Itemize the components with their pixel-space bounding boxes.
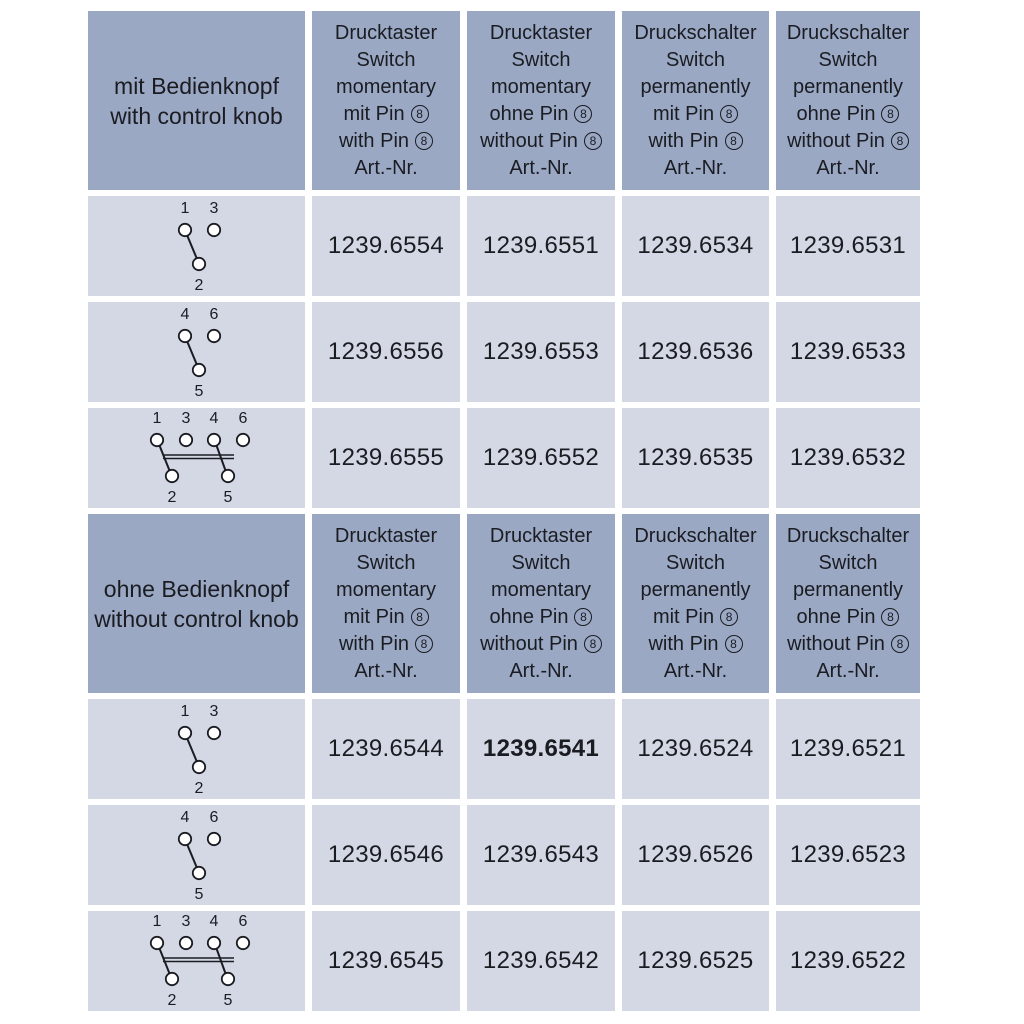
circled-8-pin-icon: 8 — [415, 635, 433, 653]
art-nr-value: 1239.6551 — [467, 196, 615, 296]
column-header-line: Switch — [818, 551, 878, 574]
pin-label: 2 — [194, 780, 204, 797]
column-header-pin-line — [490, 101, 593, 128]
pin-label: 1 — [152, 410, 162, 427]
circuit-diagram-svg — [88, 805, 305, 905]
art-nr-label: Art.-Nr. — [663, 659, 728, 682]
column-header — [467, 514, 615, 693]
pin-label: 2 — [167, 992, 177, 1009]
pin-label: 3 — [181, 410, 191, 427]
circuit-diagram-cell — [88, 408, 305, 508]
pin-terminal — [179, 833, 191, 845]
pin-terminal — [208, 833, 220, 845]
pin-terminal — [179, 224, 191, 236]
pin-terminal — [222, 470, 234, 482]
column-header-line: Switch — [818, 48, 878, 71]
pin-text-en: without Pin — [787, 129, 885, 152]
column-header-line: Switch — [666, 551, 725, 574]
column-header-pin-line — [490, 604, 593, 631]
column-header-line: Drucktaster — [334, 524, 438, 547]
circuit-diagram-svg — [88, 699, 305, 799]
column-header-pin-line — [797, 604, 900, 631]
column-header-pin-line — [339, 631, 433, 658]
art-nr-value: 1239.6545 — [312, 911, 460, 1011]
circled-8-pin-icon: 8 — [720, 105, 738, 123]
pin-terminal — [166, 470, 178, 482]
pin-text-de: mit Pin — [652, 605, 715, 628]
circuit-diagram-cell — [88, 196, 305, 296]
column-header-line: momentary — [335, 75, 437, 98]
circled-8-pin-icon: 8 — [891, 132, 909, 150]
pin-text-en: without Pin — [480, 632, 578, 655]
pin-terminal — [180, 937, 192, 949]
art-nr-value: 1239.6525 — [622, 911, 769, 1011]
circuit-diagram-cell — [88, 911, 305, 1011]
column-header — [622, 11, 769, 190]
pin-text-en: with Pin — [338, 632, 410, 655]
column-header — [776, 514, 920, 693]
pin-terminal — [237, 434, 249, 446]
pin-text-en: with Pin — [338, 129, 410, 152]
pin-text-de: mit Pin — [652, 102, 715, 125]
column-header-line: Drucktaster — [489, 524, 593, 547]
art-nr-value: 1239.6522 — [776, 911, 920, 1011]
circuit-diagram-cell — [88, 805, 305, 905]
art-nr-value: 1239.6535 — [622, 408, 769, 508]
pin-label: 6 — [238, 913, 248, 930]
circled-8-pin-icon: 8 — [881, 105, 899, 123]
row-group-label-de: mit Bedienknopf — [114, 72, 279, 99]
pin-text-en: without Pin — [787, 632, 885, 655]
column-header-line: Druckschalter — [786, 524, 910, 547]
circled-8-pin-icon: 8 — [584, 132, 602, 150]
art-nr-value: 1239.6542 — [467, 911, 615, 1011]
column-header-pin-line — [648, 631, 742, 658]
pin-text-en: with Pin — [648, 632, 719, 655]
circled-8-pin-icon: 8 — [574, 105, 592, 123]
circled-8-pin-icon: 8 — [725, 132, 743, 150]
row-group-label-en: without control knob — [94, 605, 299, 632]
pin-label: 6 — [209, 809, 219, 826]
art-nr-value: 1239.6521 — [776, 699, 920, 799]
circled-8-pin-icon: 8 — [584, 635, 602, 653]
pin-terminal — [208, 727, 220, 739]
column-header — [467, 11, 615, 190]
art-nr-label: Art.-Nr. — [354, 659, 418, 682]
art-nr-label: Art.-Nr. — [816, 659, 880, 682]
art-nr-value: 1239.6546 — [312, 805, 460, 905]
circled-8-pin-icon: 8 — [720, 608, 738, 626]
art-nr-label: Art.-Nr. — [816, 156, 880, 179]
row-group-label — [88, 514, 305, 693]
pin-label: 4 — [209, 913, 219, 930]
art-nr-label: Art.-Nr. — [509, 156, 573, 179]
column-header-pin-line — [787, 128, 909, 155]
pin-text-de: mit Pin — [343, 102, 405, 125]
pin-text-de: ohne Pin — [796, 102, 876, 125]
lever-line — [187, 844, 197, 868]
lever-line — [187, 235, 197, 259]
art-nr-value: 1239.6553 — [467, 302, 615, 402]
column-header-line: momentary — [335, 578, 437, 601]
pin-text-de: ohne Pin — [489, 102, 569, 125]
pin-terminal — [180, 434, 192, 446]
art-nr-value: 1239.6533 — [776, 302, 920, 402]
column-header-line: Druckschalter — [634, 524, 757, 547]
column-header-line: permanently — [792, 578, 904, 601]
pin-terminal — [151, 434, 163, 446]
pin-terminal — [208, 434, 220, 446]
art-nr-value: 1239.6544 — [312, 699, 460, 799]
column-header-pin-line — [343, 604, 428, 631]
art-nr-value: 1239.6552 — [467, 408, 615, 508]
column-header-line: Switch — [666, 48, 725, 71]
circled-8-pin-icon: 8 — [415, 132, 433, 150]
art-nr-value: 1239.6541 — [467, 699, 615, 799]
pin-label: 3 — [209, 200, 219, 217]
circled-8-pin-icon: 8 — [881, 608, 899, 626]
column-header-line: Switch — [356, 551, 416, 574]
art-nr-value: 1239.6536 — [622, 302, 769, 402]
row-group-label — [88, 11, 305, 190]
column-header-line: permanently — [792, 75, 904, 98]
column-header — [312, 11, 460, 190]
pin-terminal — [193, 867, 205, 879]
pin-label: 1 — [180, 703, 190, 720]
art-nr-value: 1239.6531 — [776, 196, 920, 296]
column-header — [312, 514, 460, 693]
column-header-pin-line — [480, 631, 602, 658]
article-number-tables — [88, 11, 920, 1011]
circuit-diagram-cell — [88, 699, 305, 799]
pin-terminal — [222, 973, 234, 985]
pin-label: 5 — [194, 886, 204, 903]
circuit-diagram-svg — [88, 911, 305, 1011]
column-header-line: Switch — [356, 48, 416, 71]
column-header-line: Drucktaster — [489, 21, 593, 44]
column-header-line: Druckschalter — [634, 21, 757, 44]
pin-terminal — [193, 258, 205, 270]
column-header — [622, 514, 769, 693]
lever-line — [187, 738, 197, 762]
pin-label: 6 — [238, 410, 248, 427]
circled-8-pin-icon: 8 — [411, 608, 429, 626]
column-header-line: permanently — [640, 578, 751, 601]
art-nr-value: 1239.6556 — [312, 302, 460, 402]
circled-8-pin-icon: 8 — [725, 635, 743, 653]
art-nr-value: 1239.6523 — [776, 805, 920, 905]
column-header-line: permanently — [640, 75, 751, 98]
circled-8-pin-icon: 8 — [574, 608, 592, 626]
pin-label: 3 — [209, 703, 219, 720]
column-header-line: momentary — [490, 75, 592, 98]
pin-terminal — [208, 224, 220, 236]
pin-terminal — [193, 364, 205, 376]
art-nr-value: 1239.6526 — [622, 805, 769, 905]
pin-text-en: without Pin — [480, 129, 578, 152]
pin-label: 5 — [223, 992, 233, 1009]
column-header-pin-line — [787, 631, 909, 658]
art-nr-value: 1239.6543 — [467, 805, 615, 905]
pin-label: 4 — [180, 306, 190, 323]
circuit-diagram-svg — [88, 408, 305, 508]
art-nr-label: Art.-Nr. — [663, 156, 728, 179]
pin-label: 1 — [180, 200, 190, 217]
column-header-pin-line — [339, 128, 433, 155]
pin-label: 2 — [194, 277, 204, 294]
pin-label: 5 — [194, 383, 204, 400]
pin-terminal — [151, 937, 163, 949]
pin-label: 4 — [180, 809, 190, 826]
circuit-diagram-cell — [88, 302, 305, 402]
column-header-pin-line — [797, 101, 900, 128]
pin-terminal — [179, 727, 191, 739]
pin-text-de: ohne Pin — [489, 605, 569, 628]
pin-text-de: ohne Pin — [796, 605, 876, 628]
pin-label: 5 — [223, 489, 233, 506]
circled-8-pin-icon: 8 — [411, 105, 429, 123]
art-nr-value: 1239.6534 — [622, 196, 769, 296]
pin-label: 3 — [181, 913, 191, 930]
lever-line — [187, 341, 197, 365]
row-group-label-en: with control knob — [110, 102, 283, 129]
art-nr-label: Art.-Nr. — [354, 156, 418, 179]
column-header-pin-line — [648, 128, 742, 155]
column-header-line: momentary — [490, 578, 592, 601]
pin-label: 4 — [209, 410, 219, 427]
circuit-diagram-svg — [88, 196, 305, 296]
pin-terminal — [179, 330, 191, 342]
pin-terminal — [237, 937, 249, 949]
pin-label: 2 — [167, 489, 177, 506]
circled-8-pin-icon: 8 — [891, 635, 909, 653]
pin-terminal — [208, 937, 220, 949]
row-group-label-de: ohne Bedienknopf — [103, 575, 290, 602]
art-nr-value: 1239.6524 — [622, 699, 769, 799]
art-nr-value: 1239.6554 — [312, 196, 460, 296]
pin-terminal — [193, 761, 205, 773]
column-header-pin-line — [653, 604, 738, 631]
column-header — [776, 11, 920, 190]
pin-text-de: mit Pin — [343, 605, 405, 628]
art-nr-value: 1239.6532 — [776, 408, 920, 508]
column-header-line: Drucktaster — [334, 21, 438, 44]
pin-label: 6 — [209, 306, 219, 323]
art-nr-value: 1239.6555 — [312, 408, 460, 508]
pin-text-en: with Pin — [648, 129, 719, 152]
column-header-pin-line — [480, 128, 602, 155]
circuit-diagram-svg — [88, 302, 305, 402]
art-nr-label: Art.-Nr. — [509, 659, 573, 682]
pin-terminal — [208, 330, 220, 342]
column-header-line: Switch — [511, 551, 571, 574]
column-header-pin-line — [653, 101, 738, 128]
pin-terminal — [166, 973, 178, 985]
column-header-line: Switch — [511, 48, 571, 71]
column-header-line: Druckschalter — [786, 21, 910, 44]
pin-label: 1 — [152, 913, 162, 930]
column-header-pin-line — [343, 101, 428, 128]
